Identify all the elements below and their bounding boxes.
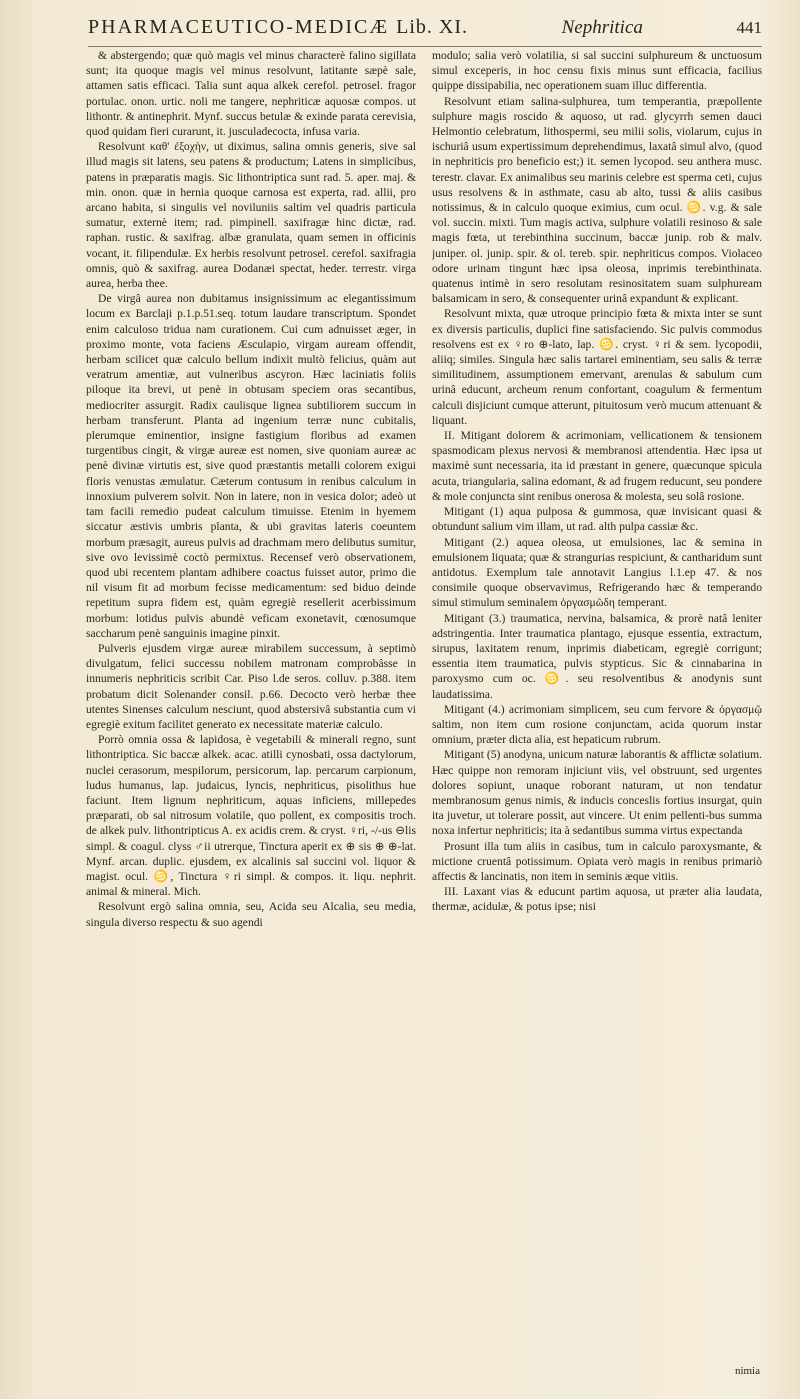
left-column [86,48,416,1359]
right-column-paragraph: Mitigant (3.) traumatica, nervina, balsamica, & prorè natâ leniter adstringentia. Inter traumatica plantago, ejusque essentia, extractum, sirupus, laxitatem renum, inprimis diabeticam, egregiè corrigunt; essentia item traumatica, pulvis stypticus. Sic & cinnabarina in paroxysmo cum oc. ♋. seu resolventibus & anodynis sunt laudatissima. [432,611,762,701]
left-column-paragraph: Porrò omnia ossa & lapidosa, è vegetabili & minerali regno, sunt lithontriptica. Sic baccæ alkek. acac. atilli cynosbati, ossa dactylorum, nuclei cerasorum, mespilorum, persicorum, lap. percarum carpionum, ludus humanus, lap. judaicus, lyncis, nephriticus, pisolithus hue faciunt. Item lignum nephriticum, aquas inficiens, millepedes præparati, ob sal nitrosum volatile, quo pollent, ex compositis troch. de alkek pulv. lithontripticus A. ex acidis crem. & cryst. ♀ri, -/-us ⊖lis simpl. & coagul. clyss ♂ii utrerque, Tinctura aperit ex ⊕ sis ⊕ ⊕-lat. Mynf. arcan. duplic. ejusdem, ex alcalinis sal succini vol. liquor & magist. ocul. ♋, Tinctura ♀ri simpl. & compos. it. liqu. nephrit. animal & mineral. Mich. [86,733,416,899]
right-column-paragraph: II. Mitigant dolorem & acrimoniam, vellicationem & tensionem spasmodicam plexus nervosi & membranosi attendentia. Hæc ipsa ut maximè sunt necessaria, ita id præstant in genere, quæcunque spicula acuta, triangularia, salina edomant, & ad frugem reducunt, seu pondere & mole conjuncta sint renibus onerosa & molesta, seu solâ rosione. [432,429,762,503]
left-column-paragraph: Resolvunt ergò salina omnia, seu, Acida seu Alcalia, seu media, singula diverso respectu & suo agendi [86,900,416,929]
right-column [432,48,762,1359]
running-title [88,16,468,39]
left-column-paragraph: Pulveris ejusdem virgæ aureæ mirabilem successum, à septimò divulgatum, felici successu nobilem matronam comprobâsse in innumeris nephriticis scribit Car. Piso l.de seros. colluv. p.388. item probatum dicit Solenander consil. p.66. Decocto verò herbæ thee utentes Sinenses calculum nesciunt, quod abstersivâ substantia cum vi egregiè exitum facilitet generato ex necessitate materiæ calculo. [86,641,416,731]
right-column-paragraph: Resolvunt mixta, quæ utroque principio fœta & mixta inter se sunt ex diversis particulis, duplici fine satisfaciendo. Sic pulvis commodus resolvens est ex ♀ro ⊕-lato, lap. ♋. cryst. ♀ri & sem. lycopodii, aliiq; similes. Singula hæc salis tartarei eminentiam, seu salis & terræ similitudinem, assumptionem emervant, arenulas & sabulum cum urinâ educunt, archeum renum confortant, coagulum & fermentum calculi disjiciunt cumque atterunt, pituitosum verò mucum attenuant & liquant. [432,307,762,427]
page-number: 441 [736,18,762,37]
right-column-paragraph: modulo; salia verò volatilia, si sal succini sulphureum & unctuosum simul exceperis, in hoc censu fixis minus sunt efficacia, facilius quippe dissipabilia, nec operationem suam illuc differentia. [432,49,762,93]
right-column-paragraph: Resolvunt etiam salina-sulphurea, tum temperantia, præpollente sulphure magis roscido & aquoso, ut rad. glycyrrh semen dauci Helmontio celebratum, lithospermi, seu milii solis, violarum, cujus in ischuriâ usum expertissimum deprehendimus, laxatâ simul alvo, (quod in nephriticis pro beneficio est;) it. semen lycopod. seu anthera musc. terestr. clavar. Ex animalibus seu marinis celebre est sperma ceti, cujus usus resolvens & in asthmate, casu ab alto, tussi & aliis casibus notissimus, & in calculo quoque eximius, cum ocul. ♋. v.g. & sale vol. succin. mixti. Tum magis activa, sulphure volatili resinoso & sale magis fœta, ut terebinthina succinum, baccæ junip. rob & malv. juniper. ol. junip. spir. & ol. tereb. spir. nephriticus compos. Violaceo odore urinam tingunt hæc ipsa oleosa, inprimis terebinthinata. quatenus intimè in sero resolutam resinositatem suam sulphuream balsamicam in sero, & consequenter urinâ expandunt & explicant. [432,94,762,306]
right-column-paragraph: III. Laxant vias & educunt partim aquosa, ut præter alia laudata, thermæ, acidulæ, & potus ipse; nisi [432,885,762,914]
right-column-paragraph: Prosunt illa tum aliis in casibus, tum in calculo paroxysmante, & mictione cruentâ potissimum. Opiata verò magis in renibus primariò affectis & lancinatis, non item in seminis æque vitiis. [432,839,762,883]
catchword: nimia [734,1365,760,1377]
right-column-paragraph: Mitigant (1) aqua pulposa & gummosa, quæ invisicant quasi & obtundunt salium vim illam, ut rad. alth pulpa cassiæ &c. [432,505,762,534]
section-title: Nephritica [561,17,643,38]
right-column-paragraph: Mitigant (2.) aquea oleosa, ut emulsiones, lac & semina in emulsionem liquata; quæ & strangurias respiciunt, & cantharidum sunt antidotus. Exemplum tale annotavit Langius l.1.ep 47. & nos consimile quoque observavimus, Refrigerando hæc & temperando simul stimulum seminalem ὀργασμῶδη temperant. [432,535,762,610]
right-column-paragraph: Mitigant (5) anodyna, unicum naturæ laborantis & afflictæ solatium. Hæc quippe non remoram injiciunt viis, vel obstruunt, sed urgentes dolores sopiunt, unaque roborant naturam, ut non tendatur membranosum genus nimis, & inducis conceslis fortius insurgat, quin ita juvetur, ut tolerare possit, aut vincere. Ut enim pellenti-bus summa noxa infertur nephriticis; ita à sedantibus summa virtus expectanda [432,748,762,838]
left-column-paragraph: & abstergendo; quæ quò magis vel minus characterè falino sigillata sunt; ita quoque magis vel minus resolvunt, latitante sæpè sale, attamen satis efficaci. Talia sunt aqua alkek cerefol. petrosel. fragor portulac. onon. urtic. noli me tangere, nephriticæ aquosæ compos. ut lithontr. & antinephrit. Mynf. succus betulæ & exinde parata cerevisia, quod quidam fieri curarunt, it. jusculadecocta, infusa varia. [86,49,416,139]
left-column-paragraph: Resolvunt καθ' ἐξοχὴν, ut diximus, salina omnis generis, sive sal illud magis sit latens, seu patens & productum; Latens in simplicibus, patens in præparatis magis. Sic lithontriptica sunt rad. 5. aper. maj. & min. onon. quæ in hernia quoque carnosa est experta, rad. allii, pro arcano habita, si singulis vel noviluniis saltim vel quadris particula sumatur, externè item; rad. pimpinell. saxifragæ hinc dictæ, rad. raphan. rustic. & saxifrag. albæ granulata, quam semen in officinis vocant, it. filipendulæ. Ex herbis resolvunt petrosel. cerefol. saxifragia omnis, quò & saxifrag. aurea Dodanæi spectat, heder. terrestr. virga aurea, herba thee. [86,140,416,291]
right-column-paragraph: Mitigant (4.) acrimoniam simplicem, seu cum fervore & ὀργασμῷ saltim, non item cum rosione conjunctam, acida quorum instar omnium, præter dicta alia, est hepaticum rubrum. [432,702,762,747]
left-column-paragraph: De virgâ aurea non dubitamus insignissimum ac elegantissimum locum ex Barclaji p.1.p.51.seq. totum laudare transcriptum. Spondet enim calculoso tridua nam curationem. Cui cum adnuisset æger, in proximo monte, vota faciens Æsculapio, virgam auream offendit, herbam scilicet quæ calculo bellum indixit multò felicius, quàm aut veratrum amentiæ, aut vulneribus ascyron. Hæc laciniatis foliis piloque ita brevi, ut penè in obtusam speciem oras secantibus, mediocriter assurgit. Radix caulisque lignea subtiliorem succum in herbam transferunt. Planta ad ingenium terræ nunc cubitalis, plerumque eminentior, insigne fastigium floribus ad examen turgentibus cingit, & virgæ aureæ est nomen, sive quoniam aureæ ac penè divinæ virtutis est, sive quod præstantis metalli colorem exigui floris venustas æmulatur. Cæterum contusum in renibus calculum in innoxium pulverem solvit. Non in latere, non in vesica dolor; adeò ut tam facili remedio pudeat calculum timuisse. Etenim in hyemem siccatur æstivis umbris planta, & ubi gravitas lateris coeuntem morbum præsagit, aureus pulvis ad drachmam mero delibutus sumitur, sive ovo levissimè coctò permixtus. Recensef verò observationem, quod ubi recentem plantam adhibere coactus fuisset autor, primo die nil visum fit ad morbum fecisse medicamentum: sed biduo deinde repetitum supra fidem est, quàm egregiè resellerit acerbissimum morbum: lotidus pulvis abundè veficam exonetavit, cœnosumque saccharum penè sanguinis imagine pinxit. [86,292,416,640]
text-columns [86,48,762,1359]
page-header [88,16,762,47]
running-title-text: PHARMACEUTICO-MEDICÆ [88,16,390,38]
book-number: Lib. XI. [396,16,469,38]
